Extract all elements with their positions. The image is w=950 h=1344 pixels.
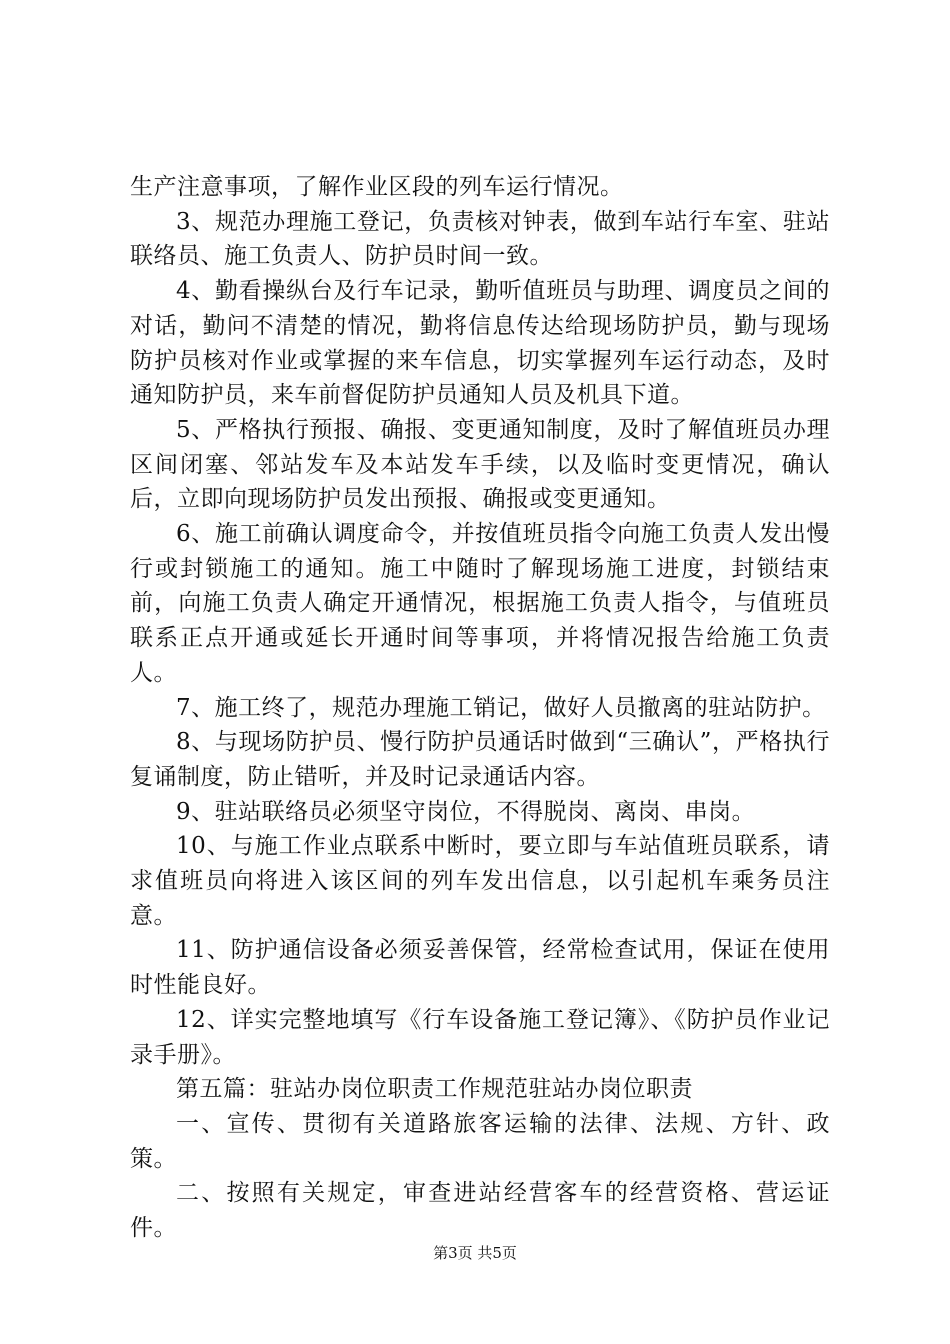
paragraph: 7、施工终了，规范办理施工销记，做好人员撤离的驻站防护。: [176, 694, 826, 721]
paragraph: 3、规范办理施工登记，负责核对钟表，做到车站行车室、驻站联络员、施工负责人、防护员时间一致。: [130, 208, 830, 270]
paragraph: 二、按照有关规定，审查进站经营客车的经营资格、营运证件。: [130, 1180, 830, 1242]
paragraph: 9、驻站联络员必须坚守岗位，不得脱岗、离岗、串岗。: [176, 798, 756, 825]
paragraph: 8、与现场防护员、慢行防护员通话时做到“三确认”，严格执行复诵制度，防止错听，并及时记录通话内容。: [130, 729, 830, 790]
paragraph: 生产注意事项，了解作业区段的列车运行情况。: [130, 174, 624, 200]
document-body: [130, 170, 830, 1246]
paragraph: 10、与施工作业点联系中断时，要立即与车站值班员联系，请求值班员向将进入该区间的列车发出信息，以引起机车乘务员注意。: [130, 833, 830, 929]
paragraph: 12、详实完整地填写《行车设备施工登记簿》、《防护员作业记录手册》。: [130, 1006, 830, 1068]
page-number-label: 第3页 共5页: [433, 1244, 517, 1262]
paragraph: 6、施工前确认调度命令，并按值班员指令向施工负责人发出慢行或封锁施工的通知。施工中随时了解现场施工进度，封锁结束前，向施工负责人确定开通情况，根据施工负责人指令，与值班员联系正点开通或延长开通时间等事项，并将情况报告给施工负责人。: [130, 521, 830, 686]
section-heading: 第五篇：驻站办岗位职责工作规范驻站办岗位职责: [176, 1076, 693, 1103]
page-footer: [0, 1243, 950, 1263]
paragraph: 一、宣传、贯彻有关道路旅客运输的法律、法规、方针、政策。: [130, 1110, 830, 1172]
paragraph: 5、严格执行预报、确报、变更通知制度，及时了解值班员办理区间闭塞、邻站发车及本站发车手续，以及临时变更情况，确认后，立即向现场防护员发出预报、确报或变更通知。: [130, 416, 830, 513]
paragraph: 4、勤看操纵台及行车记录，勤听值班员与助理、调度员之间的对话，勤问不清楚的情况，勤将信息传达给现场防护员，勤与现场防护员核对作业或掌握的来车信息，切实掌握列车运行动态，及时通知防护员，来车前督促防护员通知人员及机具下道。: [130, 278, 830, 409]
paragraph: 11、防护通信设备必须妥善保管，经常检查试用，保证在使用时性能良好。: [130, 937, 830, 999]
